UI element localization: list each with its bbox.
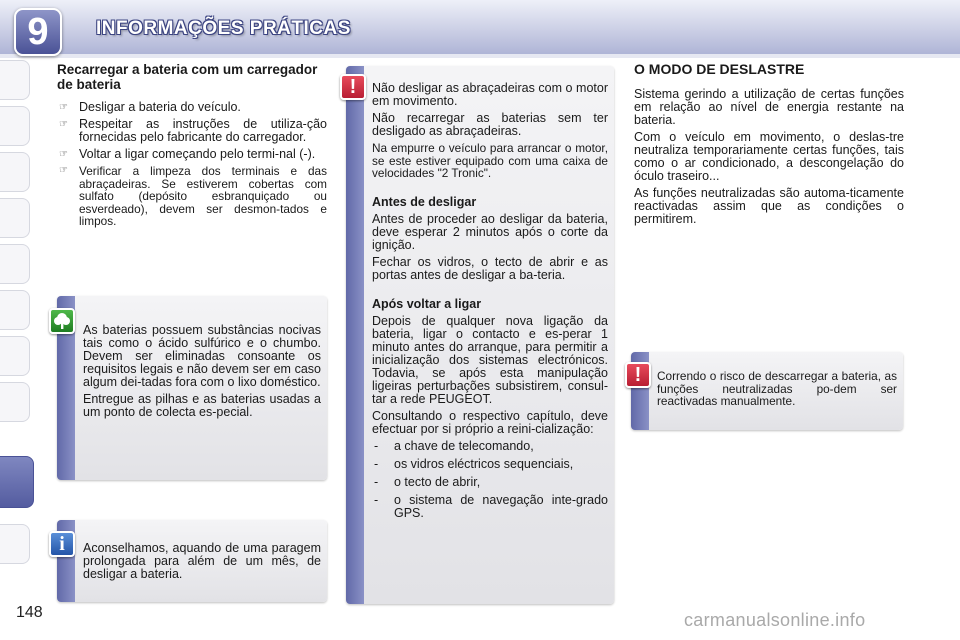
deslastre-warning-content: [657, 370, 897, 408]
instruction-list: [57, 101, 327, 228]
chapter-badge: 9: [14, 8, 62, 56]
page-number: 148: [16, 604, 43, 621]
before-disconnect-title: Antes de desligar: [372, 194, 477, 209]
deslastre-section: [634, 62, 904, 230]
chapter-tab-10[interactable]: [0, 524, 30, 564]
list-item: ☞ Verificar a limpeza dos terminais e das abraçadeiras. Se estiverem cobertas com sulfato (depósito esbranquiçado ou esverdeado), devem ser desmon-tados e limpos.: [59, 164, 327, 228]
section-paragraph: As funções neutralizadas são automa-ticamente reactivadas assim que as condições o permitirem.: [634, 186, 904, 226]
environment-note-content: [83, 324, 321, 423]
pointing-hand-icon: ☞: [59, 149, 68, 160]
note-paragraph: Entregue as pilhas e as baterias usadas a um ponto de colecta es-pecial.: [83, 392, 321, 419]
chapter-tab-3[interactable]: [0, 152, 30, 192]
warning-paragraph: Na empurre o veículo para arrancar o motor, se este estiver equipado com uma caixa de velocidades "2 Tronic".: [372, 141, 608, 180]
section-title: O MODO DE DESLASTRE: [634, 61, 805, 77]
watermark: carmanualsonline.info: [684, 610, 866, 630]
exclamation-icon: !: [625, 362, 651, 388]
page-title: INFORMAÇÕES PRÁTICAS: [96, 18, 351, 39]
pointing-hand-icon: ☞: [59, 165, 68, 176]
chapter-tab-7[interactable]: [0, 336, 30, 376]
pointing-hand-icon: ☞: [59, 102, 68, 113]
list-item: - o tecto de abrir,: [374, 474, 481, 489]
info-note-content: [83, 542, 321, 581]
exclamation-icon: !: [340, 74, 366, 100]
tree-icon: [49, 308, 75, 334]
list-item: - a chave de telecomando,: [374, 438, 534, 453]
warning-paragraph: Antes de proceder ao desligar da bateria, deve esperar 2 minutos após o corte da ignição.: [372, 211, 608, 252]
chapter-tab-2[interactable]: [0, 106, 30, 146]
note-paragraph: Aconselhamos, aquando de uma paragem prolongada para além de um mês, de desligar a bateria.: [83, 541, 321, 581]
warning-paragraph: Não desligar as abraçadeiras com o motor em movimento.: [372, 81, 608, 108]
warning-box: [346, 66, 614, 604]
warning-paragraph: Consultando o respectivo capítulo, deve efectuar por si próprio a reini-cialização:: [372, 408, 608, 436]
header-divider: [0, 54, 960, 58]
deslastre-warning-box: [631, 352, 903, 430]
warning-paragraph: Fechar os vidros, o tecto de abrir e as portas antes de desligar a ba-teria.: [372, 254, 608, 282]
warning-paragraph: Depois de qualquer nova ligação da bateria, ligar o contacto e es-perar 1 minuto antes do arranque, para permitir a inicialização dos sistemas electrónicos. Todavia, se após esta manipulação ligeiras perturbações subsistirem, consul-tar a rede PEUGEOT.: [372, 313, 608, 406]
list-item: - o sistema de navegação inte-grado GPS.: [374, 492, 608, 520]
list-item: - os vidros eléctricos sequenciais,: [374, 456, 574, 471]
warning-paragraph: Não recarregar as baterias sem ter desligado as abraçadeiras.: [372, 111, 608, 138]
list-item: ☞ Respeitar as instruções de utiliza-ção fornecidas pelo fabricante do carregador.: [59, 117, 327, 144]
environment-note-box: [57, 296, 327, 480]
warning-content: [372, 82, 608, 525]
reinit-list: [372, 440, 608, 520]
chapter-tab-8[interactable]: [0, 382, 30, 422]
warning-paragraph: Correndo o risco de descarregar a bateria, as funções neutralizadas po-dem ser reactivadas manualmente.: [657, 369, 897, 408]
after-reconnect-title: Após voltar a ligar: [372, 296, 482, 311]
chapter-tab-rail: [0, 60, 34, 580]
info-note-box: [57, 520, 327, 602]
info-icon: i: [49, 531, 75, 557]
list-item: ☞ Voltar a ligar começando pelo termi-nal (-).: [59, 147, 316, 161]
chapter-tab-1[interactable]: [0, 60, 30, 100]
section-paragraph: Com o veículo em movimento, o deslas-tre neutraliza temporariamente certas funções, tais como o ar condicionado, a descongelação do óculo traseiro...: [634, 130, 904, 183]
note-paragraph: As baterias possuem substâncias nocivas tais como o ácido sulfúrico e o chumbo. Devem ser eliminadas consoante os requisitos legais e não devem ser em caso algum dei-tadas fora com o lixo doméstico.: [83, 323, 321, 389]
section-title: Recarregar a bateria com um carregador de bateria: [57, 62, 318, 92]
section-paragraph: Sistema gerindo a utilização de certas funções em relação ao nível de energia restante na bateria.: [634, 87, 904, 127]
box-rail: [346, 66, 364, 604]
chapter-tab-5[interactable]: [0, 244, 30, 284]
chapter-tab-6[interactable]: [0, 290, 30, 330]
pointing-hand-icon: ☞: [59, 119, 68, 130]
battery-charging-section: [57, 62, 327, 232]
chapter-tab-4[interactable]: [0, 198, 30, 238]
list-item: ☞ Desligar a bateria do veículo.: [59, 100, 241, 114]
chapter-tab-9-active[interactable]: [0, 456, 34, 508]
